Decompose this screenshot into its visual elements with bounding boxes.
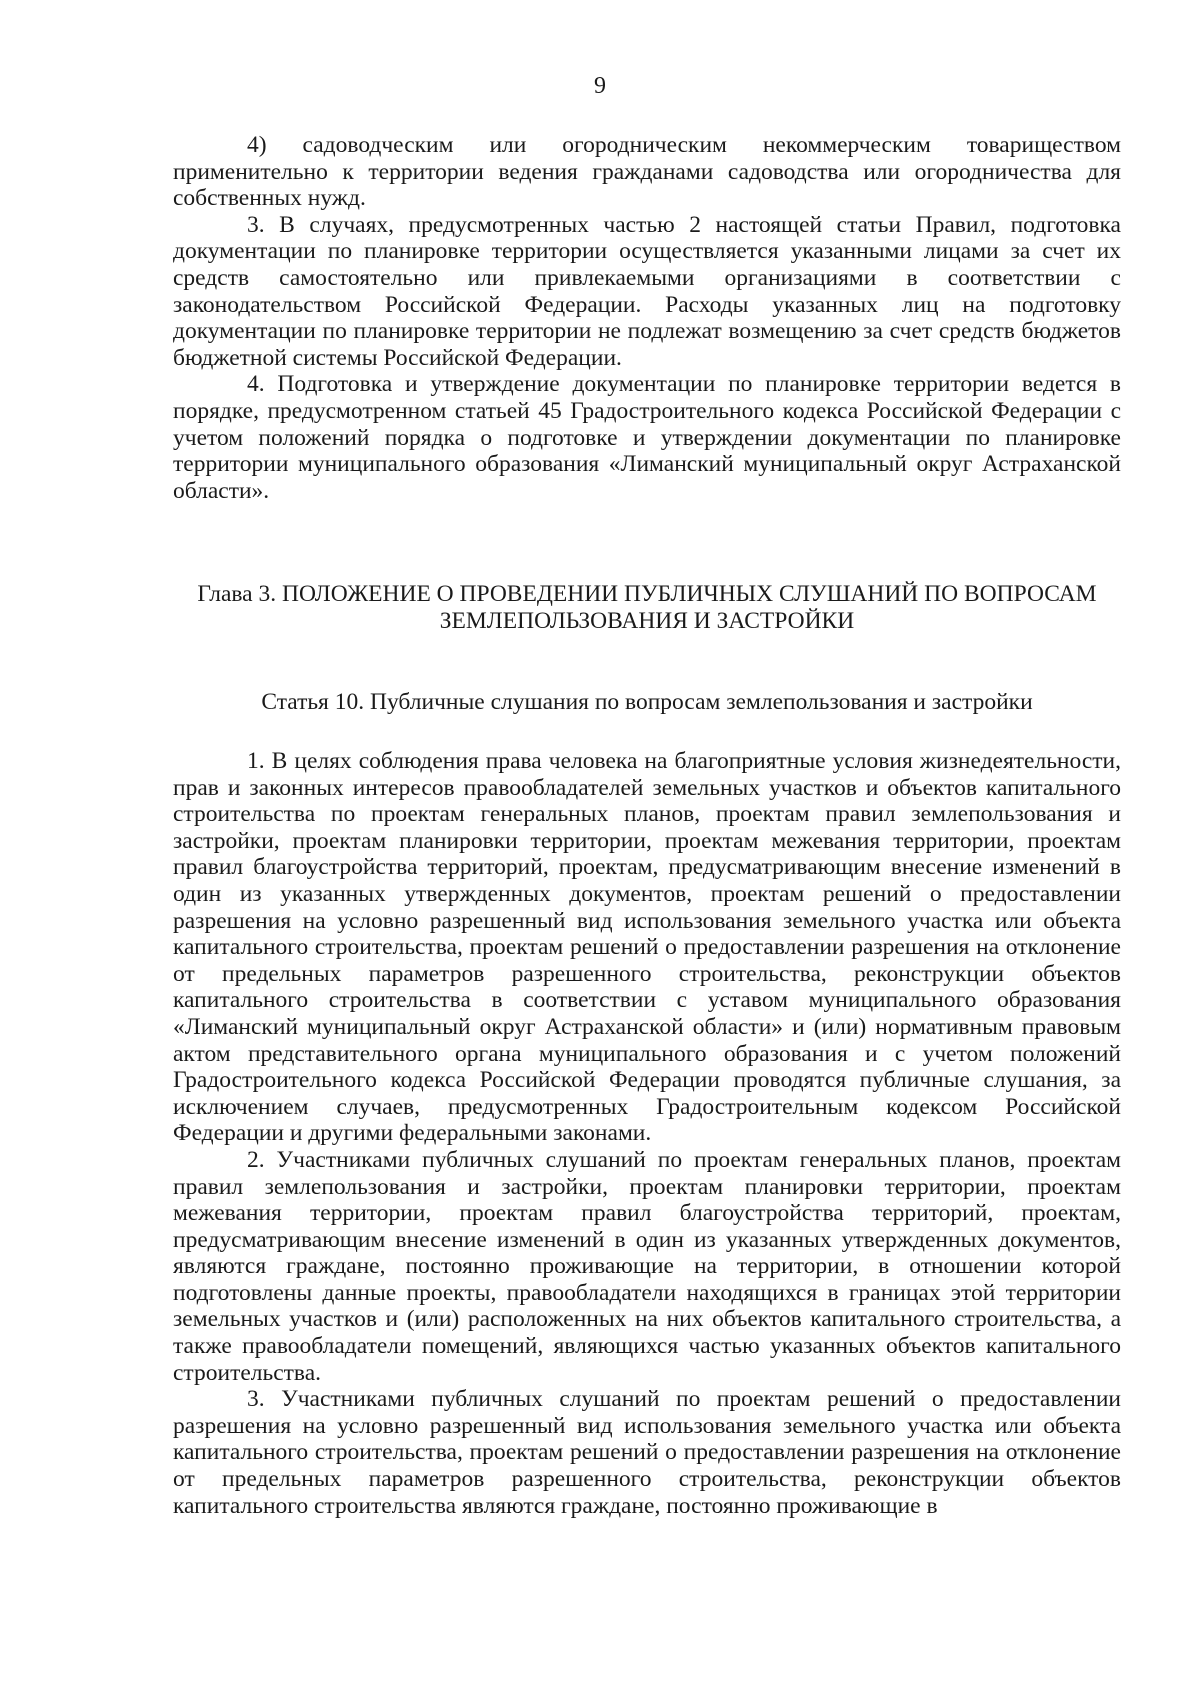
- chapter-heading-line: ЗЕМЛЕПОЛЬЗОВАНИЯ И ЗАСТРОЙКИ: [439, 608, 855, 634]
- paragraph: 4. Подготовка и утверждение документации по планировке территории ведется в порядке, предусмотренном статьей 45 Градостроительного кодекса Российской Федерации с учетом положений порядка о подготовке и утверждении документации по планировке территории муниципального образования «Лиманский муниципальный округ Астраханской области».: [173, 371, 1121, 504]
- main-text-block: [173, 748, 1121, 1519]
- top-text-block: [173, 132, 1121, 504]
- page-number: 9: [594, 73, 606, 99]
- paragraph: 1. В целях соблюдения права человека на благоприятные условия жизнедеятельности, прав и законных интересов правообладателей земельных участков и объектов капитального строительства по проектам генеральных планов, проектам правил землепользования и застройки, проектам планировки территории, проектам межевания территории, проектам правил благоустройства территорий, проектам, предусматривающим внесение изменений в один из указанных утвержденных документов, проектам решений о предоставлении разрешения на условно разрешенный вид использования земельного участка или объекта капитального строительства, проектам решений о предоставлении разрешения на отклонение от предельных параметров разрешенного строительства, реконструкции объектов капитального строительства в соответствии с уставом муниципального образования «Лиманский муниципальный округ Астраханской области» и (или) нормативным правовым актом представительного органа муниципального образования и с учетом положений Градостроительного кодекса Российской Федерации проводятся публичные слушания, за исключением случаев, предусмотренных Градостроительным кодексом Российской Федерации и другими федеральными законами.: [173, 748, 1121, 1147]
- paragraph: 3. В случаях, предусмотренных частью 2 настоящей статьи Правил, подготовка документации по планировке территории осуществляется указанными лицами за счет их средств самостоятельно или привлекаемыми организациями в соответствии с законодательством Российской Федерации. Расходы указанных лиц на подготовку документации по планировке территории не подлежат возмещению за счет средств бюджетов бюджетной системы Российской Федерации.: [173, 211, 1121, 371]
- paragraph: 2. Участниками публичных слушаний по проектам генеральных планов, проектам правил землепользования и застройки, проектам планировки территории, проектам межевания территории, проектам правил благоустройства территорий, проектам, предусматривающим внесение изменений в один из указанных утвержденных документов, являются граждане, постоянно проживающие на территории, в отношении которой подготовлены данные проекты, правообладатели находящихся в границах этой территории земельных участков и (или) расположенных на них объектов капитального строительства, а также правообладатели помещений, являющихся частью указанных объектов капитального строительства.: [173, 1146, 1121, 1386]
- article-heading: Статья 10. Публичные слушания по вопросам землепользования и застройки: [261, 689, 1033, 715]
- chapter-heading-line: Глава 3. ПОЛОЖЕНИЕ О ПРОВЕДЕНИИ ПУБЛИЧНЫХ СЛУШАНИЙ ПО ВОПРОСАМ: [197, 581, 1097, 607]
- chapter-heading: [173, 581, 1121, 635]
- paragraph: 4) садоводческим или огородническим некоммерческим товариществом применительно к территории ведения гражданами садоводства или огородничества для собственных нужд.: [173, 132, 1121, 212]
- paragraph: 3. Участниками публичных слушаний по проектам решений о предоставлении разрешения на условно разрешенный вид использования земельного участка или объекта капитального строительства, проектам решений о предоставлении разрешения на отклонение от предельных параметров разрешенного строительства, реконструкции объектов капитального строительства являются граждане, постоянно проживающие в: [173, 1386, 1121, 1519]
